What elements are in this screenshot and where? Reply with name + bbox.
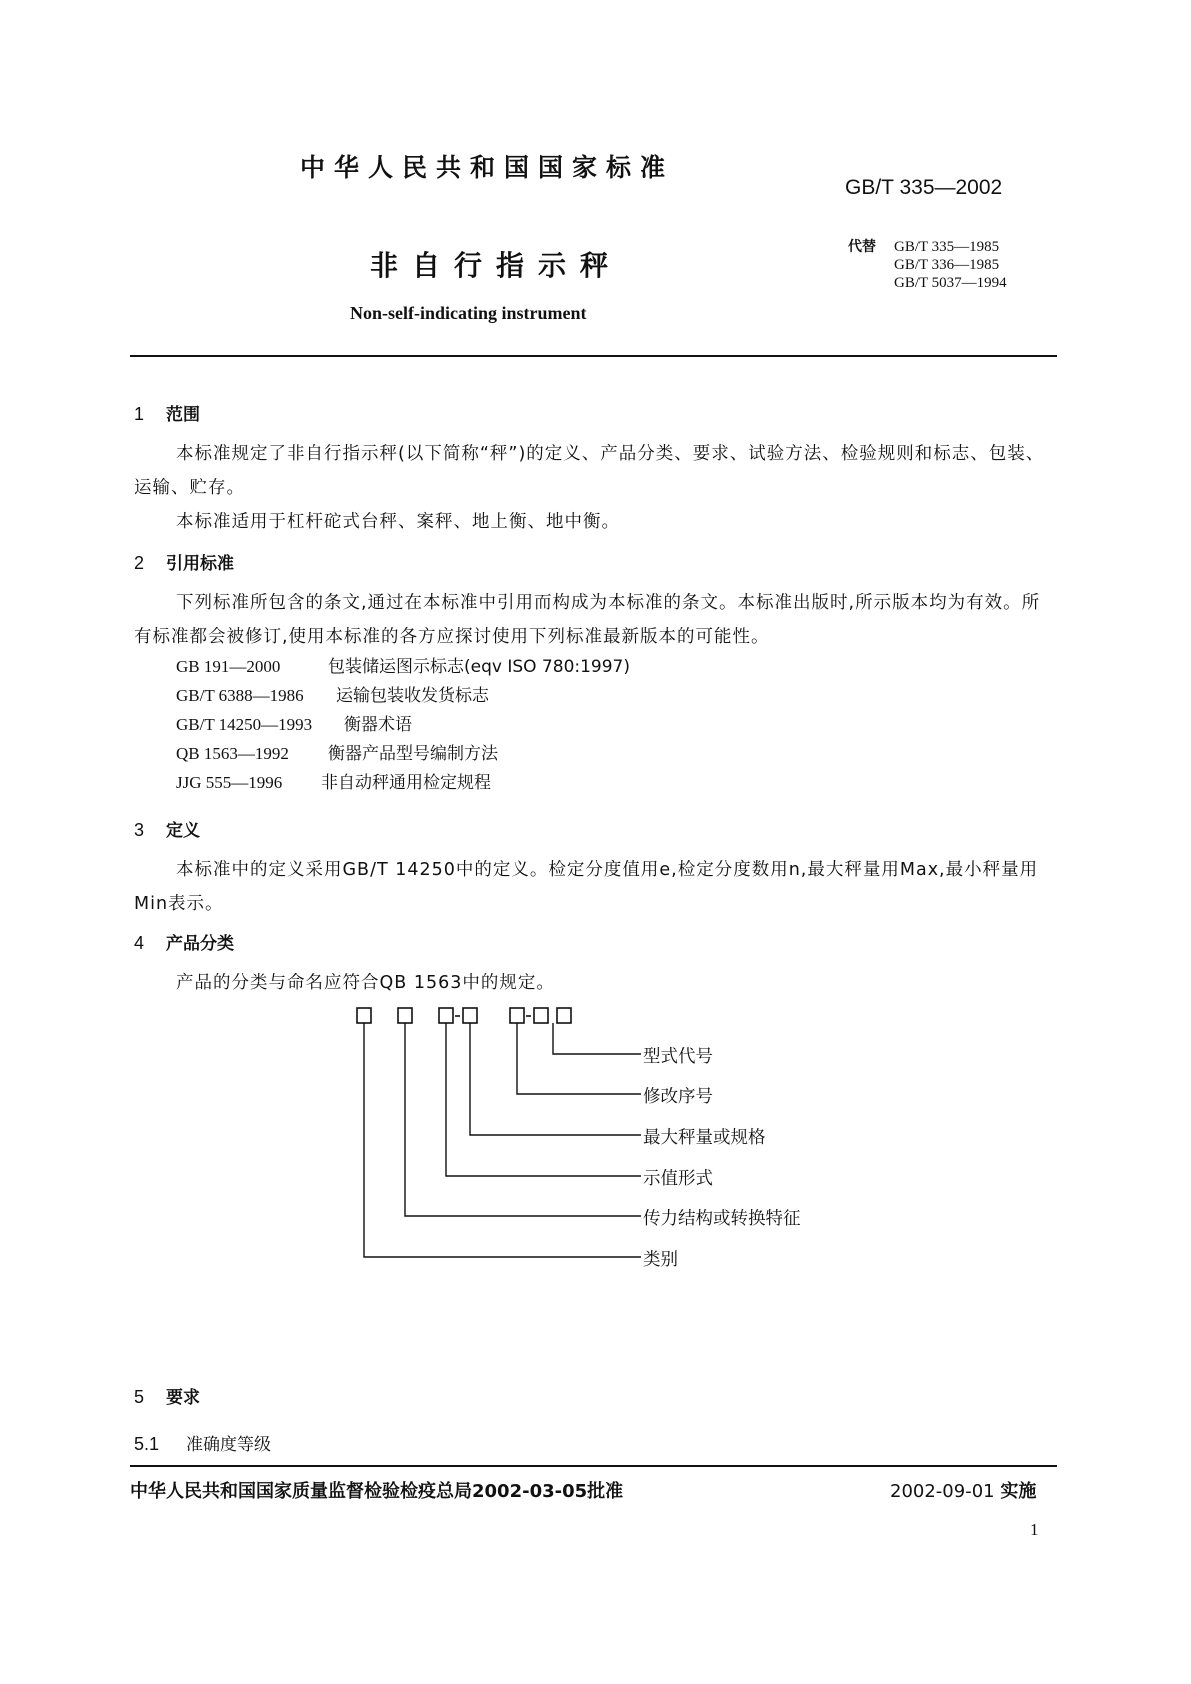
leader-line-capacity [470, 1023, 641, 1135]
section-number: 5 [134, 1387, 145, 1407]
code-box-revision [510, 1008, 524, 1023]
diagram-label-type-code: 型式代号 [643, 1047, 713, 1067]
diagram-label-display: 示值形式 [643, 1169, 713, 1189]
reference-title: 衡器产品型号编制方法 [328, 744, 498, 764]
section-3-paragraph-1: 本标准中的定义采用GB/T 14250中的定义。检定分度值用e,检定分度数用n,最大秤量用Max,最小秤量用Min表示。 [134, 860, 1039, 914]
reference-title: 非自动秤通用检定规程 [321, 773, 491, 793]
code-box-type-a [534, 1008, 548, 1023]
reference-code: GB/T 6388—1986 [176, 686, 304, 705]
code-box-capacity [463, 1008, 477, 1023]
section-1-paragraph-2: 本标准适用于杠杆砣式台秤、案秤、地上衡、地中衡。 [176, 512, 620, 532]
issuer-approval: 中华人民共和国国家质量监督检验检疫总局2002-03-05批准 [130, 1481, 624, 1502]
diagram-label-capacity: 最大秤量或规格 [643, 1128, 766, 1148]
national-standard-title: 中华人民共和国国家标准 [300, 153, 675, 182]
section-number: 2 [134, 553, 145, 573]
replaces-label: 代替 [848, 239, 876, 255]
replaced-standard: GB/T 335—1985 [894, 239, 1000, 255]
section-number: 4 [134, 933, 145, 953]
code-box-category [357, 1008, 371, 1023]
reference-code: QB 1563—1992 [176, 744, 289, 763]
reference-code: GB/T 14250—1993 [176, 715, 313, 734]
section-title: 引用标准 [166, 554, 234, 574]
effective-date-block [890, 1477, 1036, 1503]
code-box-display [439, 1008, 453, 1023]
reference-title: 运输包装收发货标志 [336, 686, 489, 706]
diagram-label-revision: 修改序号 [643, 1087, 713, 1107]
diagram-label-structure: 传力结构或转换特征 [643, 1209, 801, 1229]
english-title: Non-self-indicating instrument [350, 303, 587, 323]
reference-title: 衡器术语 [344, 715, 412, 735]
subsection-number: 5.1 [134, 1434, 160, 1454]
section-2-paragraph-1: 下列标准所包含的条文,通过在本标准中引用而构成为本标准的条文。本标准出版时,所示版本均为有效。所有标准都会被修订,使用本标准的各方应探讨使用下列标准最新版本的可能性。 [134, 593, 1041, 647]
code-box-structure [398, 1008, 412, 1023]
section-title: 要求 [166, 1388, 200, 1408]
standard-code: GB/T 335—2002 [845, 176, 1003, 199]
replaced-standard: GB/T 336—1985 [894, 257, 1000, 273]
section-title: 定义 [166, 821, 200, 841]
section-4-paragraph-1: 产品的分类与命名应符合QB 1563中的规定。 [176, 973, 555, 993]
section-title: 产品分类 [166, 934, 234, 954]
reference-code: JJG 555—1996 [176, 773, 283, 792]
effective-date: 2002-09-01 [890, 1481, 995, 1502]
section-number: 3 [134, 820, 145, 840]
diagram-label-category: 类别 [643, 1250, 678, 1270]
page-number: 1 [1030, 1520, 1039, 1539]
code-box-type-b [557, 1008, 571, 1023]
leader-line-revision [517, 1023, 641, 1094]
subsection-title: 准确度等级 [186, 1435, 271, 1455]
section-5-heading [134, 1383, 200, 1408]
document-title: 非自行指示秤 [370, 249, 623, 282]
reference-title: 包装储运图示标志(eqv ISO 780:1997) [328, 657, 631, 677]
subsection-5-1-heading [134, 1430, 271, 1455]
section-title: 范围 [166, 405, 200, 425]
effective-label: 实施 [1000, 1481, 1037, 1502]
leader-line-display [446, 1023, 641, 1176]
leader-line-structure [405, 1023, 641, 1216]
reference-code: GB 191—2000 [176, 657, 281, 676]
section-number: 1 [134, 404, 145, 424]
footer-divider [130, 1465, 1057, 1467]
section-1-paragraph-1: 本标准规定了非自行指示秤(以下简称“秤”)的定义、产品分类、要求、试验方法、检验规则和标志、包装、运输、贮存。 [134, 444, 1045, 498]
replaced-standard: GB/T 5037—1994 [894, 275, 1007, 291]
leader-line-type-code [553, 1023, 641, 1054]
